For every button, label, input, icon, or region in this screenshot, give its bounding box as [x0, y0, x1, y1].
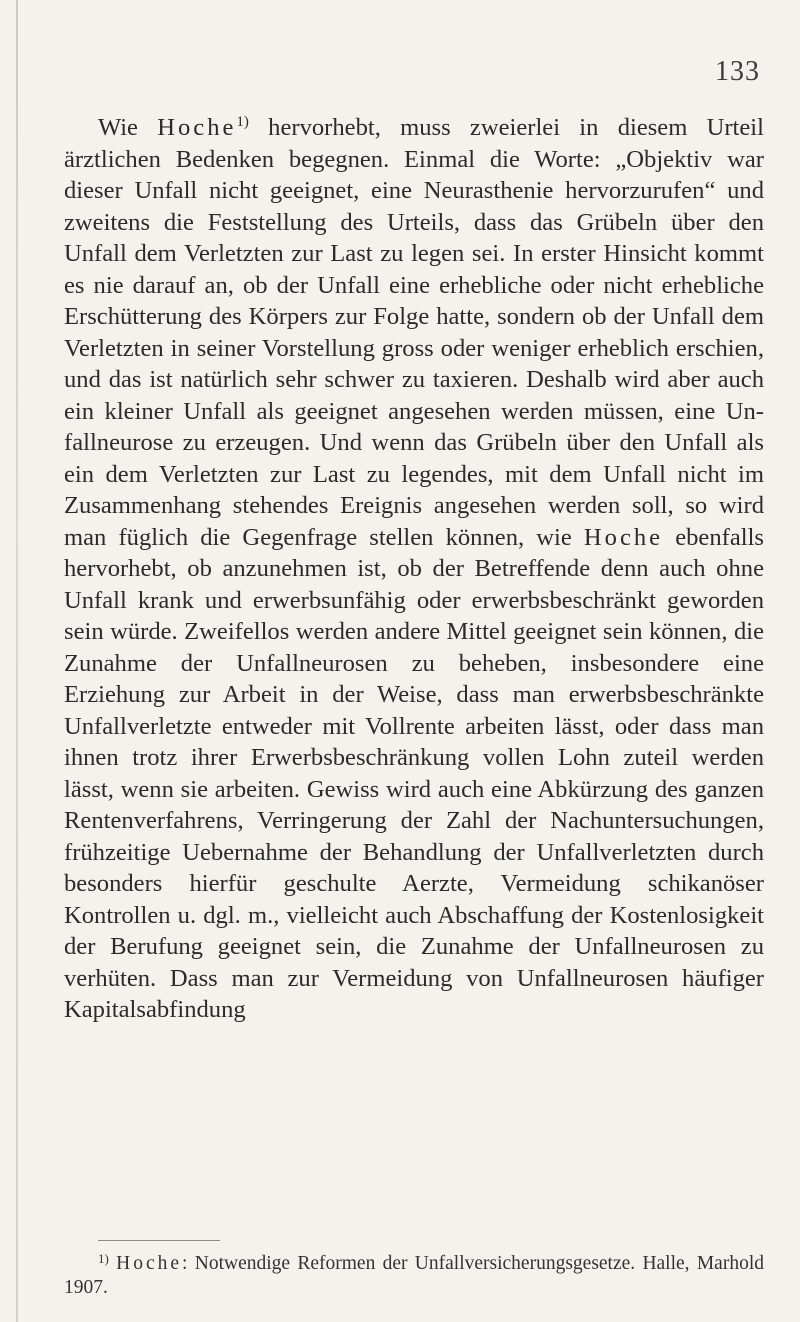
- footnote: [64, 1252, 764, 1300]
- page-gutter-edge: [16, 0, 18, 1322]
- author-intro: Wie: [98, 114, 158, 141]
- author-name: Hoche: [157, 114, 237, 141]
- footnote-reference: 1): [236, 114, 249, 130]
- body-paragraph: [64, 112, 764, 1026]
- footnote-mark: 1): [98, 1251, 109, 1266]
- page-number: 133: [715, 56, 760, 87]
- footnote-divider: [98, 1240, 220, 1241]
- footnote-author: Hoche: [116, 1253, 183, 1274]
- paragraph-text-part-1: hervorhebt, muss zweierlei in diesem Urteil ärztlichen Bedenken begegnen. Einmal die Worte: „Objektiv war dieser Unfall nicht geeignet, eine Neurasthenie hervorzurufen“ und zweitens die Feststellung des Urteils, dass das Grübeln über den Unfall dem Verletzten zur Last zu legen sei. In erster Hinsicht kommt es nie darauf an, ob der Unfall eine erhebliche oder nicht erhebliche Erschütterung des Körpers zur Folge hatte, sondern ob der Unfall dem Verletzten in seiner Vorstellung gross oder weniger erheblich erschien, und das ist natürlich sehr schwer zu taxieren. Deshalb wird aber auch ein kleiner Unfall als geeignet angesehen werden müssen, eine Unfallneurose zu erzeugen. Und wenn das Grübeln über den Unfall als ein dem Verletzten zur Last zu legendes, mit dem Unfall nicht im Zusammenhang stehendes Ereignis angesehen werden soll, so wird man füglich die Gegenfrage stellen können, wie: [64, 114, 764, 551]
- author-name-second: Hoche: [583, 523, 664, 551]
- footnote-text: : Notwendige Reformen der Unfallversicherungsgesetze. Halle, Marhold 1907.: [64, 1253, 764, 1298]
- paragraph-text-part-2: ebenfalls hervorhebt, ob anzunehmen ist, ob der Betreffende denn auch ohne Unfall krank und erwerbsunfähig oder erwerbsbeschränkt geworden sein würde. Zweifellos werden andere Mittel geeignet sein können, die Zunahme der Unfallneurosen zu beheben, insbesondere eine Erziehung zur Arbeit in der Weise, dass man erwerbsbeschränkte Unfallverletzte entweder mit Vollrente arbeiten lässt, oder dass man ihnen trotz ihrer Erwerbsbeschränkung vollen Lohn zuteil werden lässt, wenn sie arbeiten. Gewiss wird auch eine Abkürzung des ganzen Rentenverfahrens, Verringerung der Zahl der Nachuntersuchungen, frühzeitige Uebernahme der Behandlung der Unfallverletzten durch besonders hierfür geschulte Aerzte, Vermeidung schikanöser Kontrollen u. dgl. m., vielleicht auch Abschaffung der Kostenlosigkeit der Berufung geeignet sein, die Zunahme der Unfallneurosen zu verhüten. Dass man zur Vermeidung von Unfallneurosen häufiger Kapitalsabfindung: [64, 523, 764, 1023]
